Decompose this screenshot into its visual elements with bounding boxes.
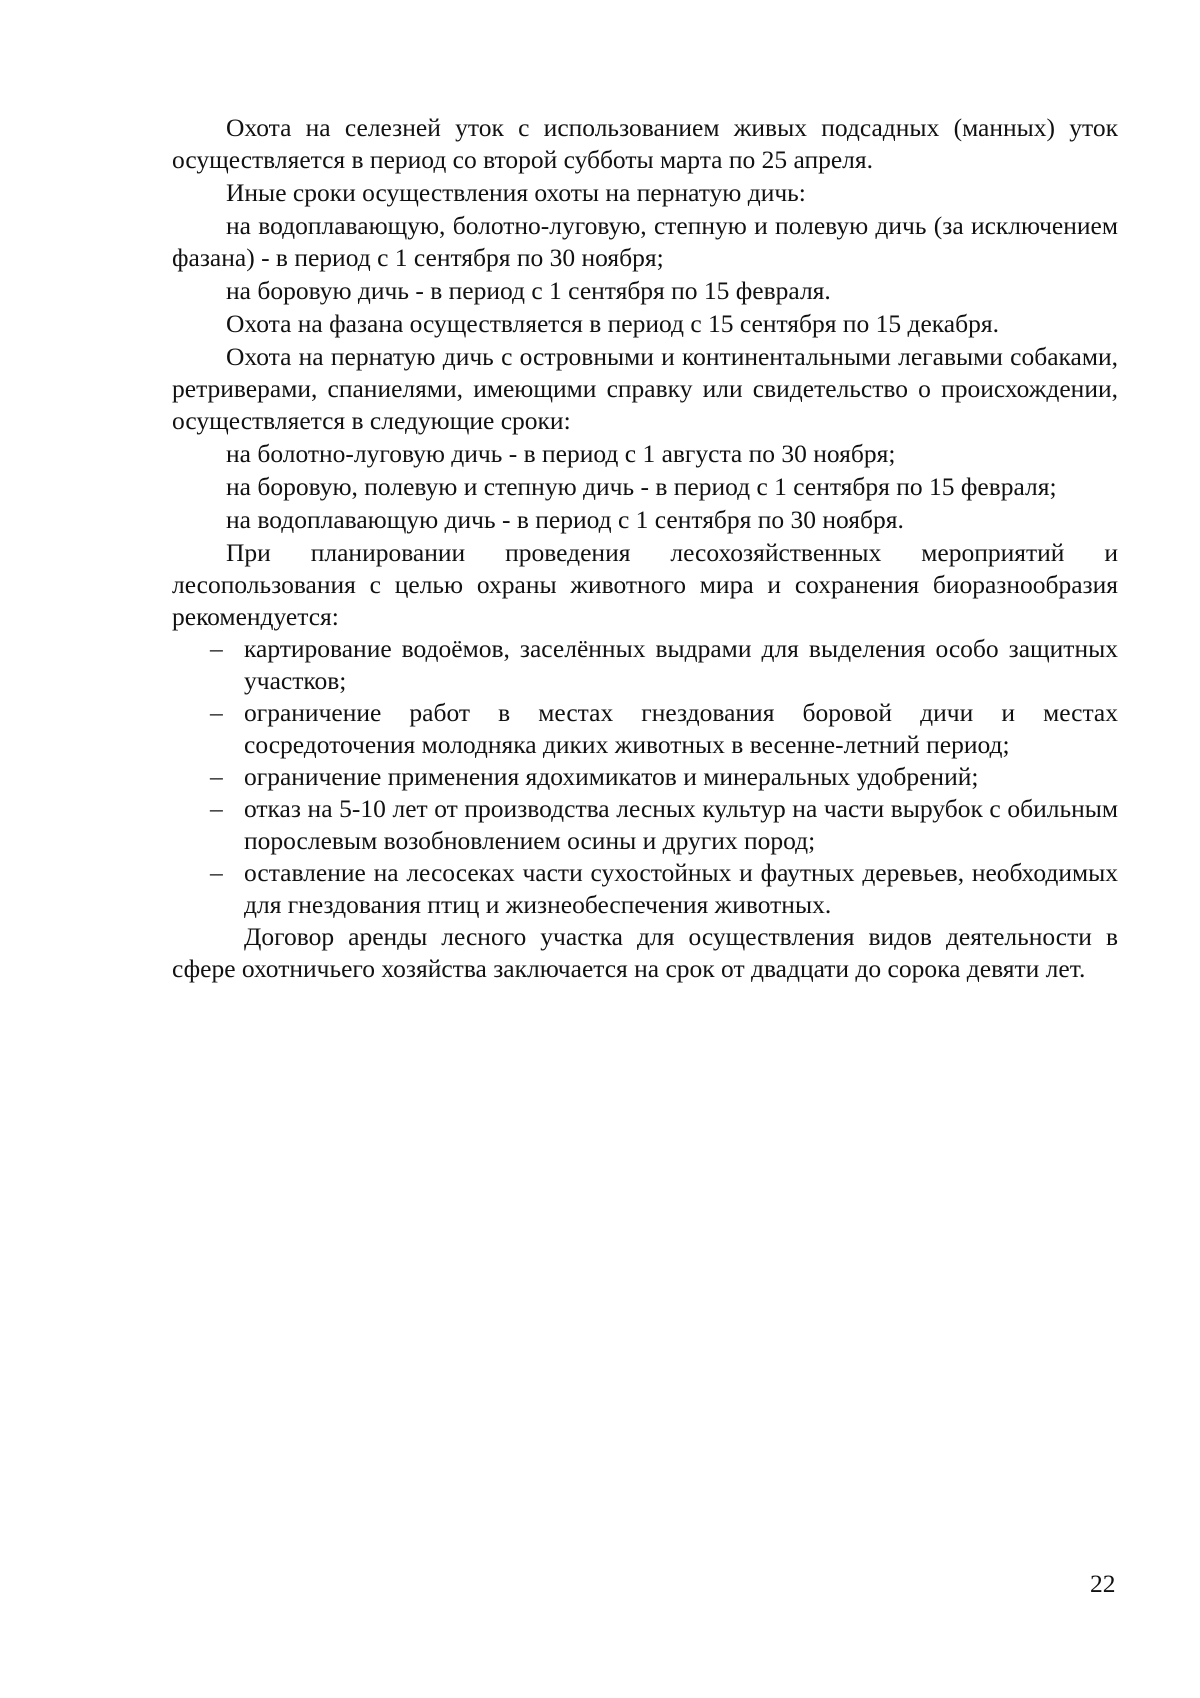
list-item-text: отказ на 5-10 лет от производства лесных культур на части вырубок с обильным порослевым возобновлением осины и других пород;: [244, 794, 1118, 855]
list-item-text: картирование водоёмов, заселённых выдрами для выделения особо защитных участков;: [244, 634, 1118, 695]
paragraph-field-game-period: на боровую, полевую и степную дичь - в период с 1 сентября по 15 февраля;: [226, 472, 1057, 501]
paragraph-waterfowl-period: на водоплавающую, болотно-луговую, степную и полевую дичь (за исключением фазана) - в период с 1 сентября по 30 ноября;: [172, 211, 1118, 272]
list-item-text: оставление на лесосеках части сухостойных и фаутных деревьев, необходимых для гнездования птиц и жизнеобеспечения животных.: [244, 858, 1118, 919]
page-number: 22: [1090, 1569, 1116, 1598]
list-item: [172, 633, 1118, 697]
paragraph-marsh-game-period: на болотно-луговую дичь - в период с 1 августа по 30 ноября;: [226, 439, 896, 468]
paragraph-pheasant-period: Охота на фазана осуществляется в период с 15 сентября по 15 декабря.: [226, 309, 999, 338]
paragraph-forestry-recommendations-intro: При планировании проведения лесохозяйственных мероприятий и лесопользования с целью охраны животного мира и сохранения биоразнообразия рекомендуется:: [172, 538, 1118, 631]
paragraph-waterfowl-dog-period: на водоплавающую дичь - в период с 1 сентября по 30 ноября.: [226, 505, 904, 534]
list-item: [172, 697, 1118, 761]
paragraph-decoy-duck-hunting: Охота на селезней уток с использованием живых подсадных (манных) уток осуществляется в период со второй субботы марта по 25 апреля.: [172, 113, 1118, 174]
paragraph-upland-game-period: на боровую дичь - в период с 1 сентября по 15 февраля.: [226, 276, 831, 305]
paragraph-dog-hunting-intro: Охота на пернатую дичь с островными и континентальными легавыми собаками, ретриверами, спаниелями, имеющими справку или свидетельство о происхождении, осуществляется в следующие сроки:: [172, 342, 1118, 435]
list-item-text: ограничение работ в местах гнездования боровой дичи и местах сосредоточения молодняка диких животных в весенне-летний период;: [244, 698, 1118, 759]
dash-marker: –: [210, 762, 223, 791]
paragraph-lease-contract-term: Договор аренды лесного участка для осуществления видов деятельности в сфере охотничьего хозяйства заключается на срок от двадцати до сорока девяти лет.: [172, 922, 1118, 983]
list-item: [172, 857, 1118, 921]
dash-marker: –: [210, 794, 223, 823]
dash-marker: –: [210, 858, 223, 887]
list-item-text: ограничение применения ядохимикатов и минеральных удобрений;: [244, 762, 979, 791]
paragraph-other-periods-heading: Иные сроки осуществления охоты на пернатую дичь:: [226, 178, 806, 207]
dash-marker: –: [210, 698, 223, 727]
recommendations-list: [172, 633, 1118, 921]
list-item: [172, 793, 1118, 857]
dash-marker: –: [210, 634, 223, 663]
list-item: [172, 761, 1118, 793]
document-body: [172, 112, 1118, 985]
